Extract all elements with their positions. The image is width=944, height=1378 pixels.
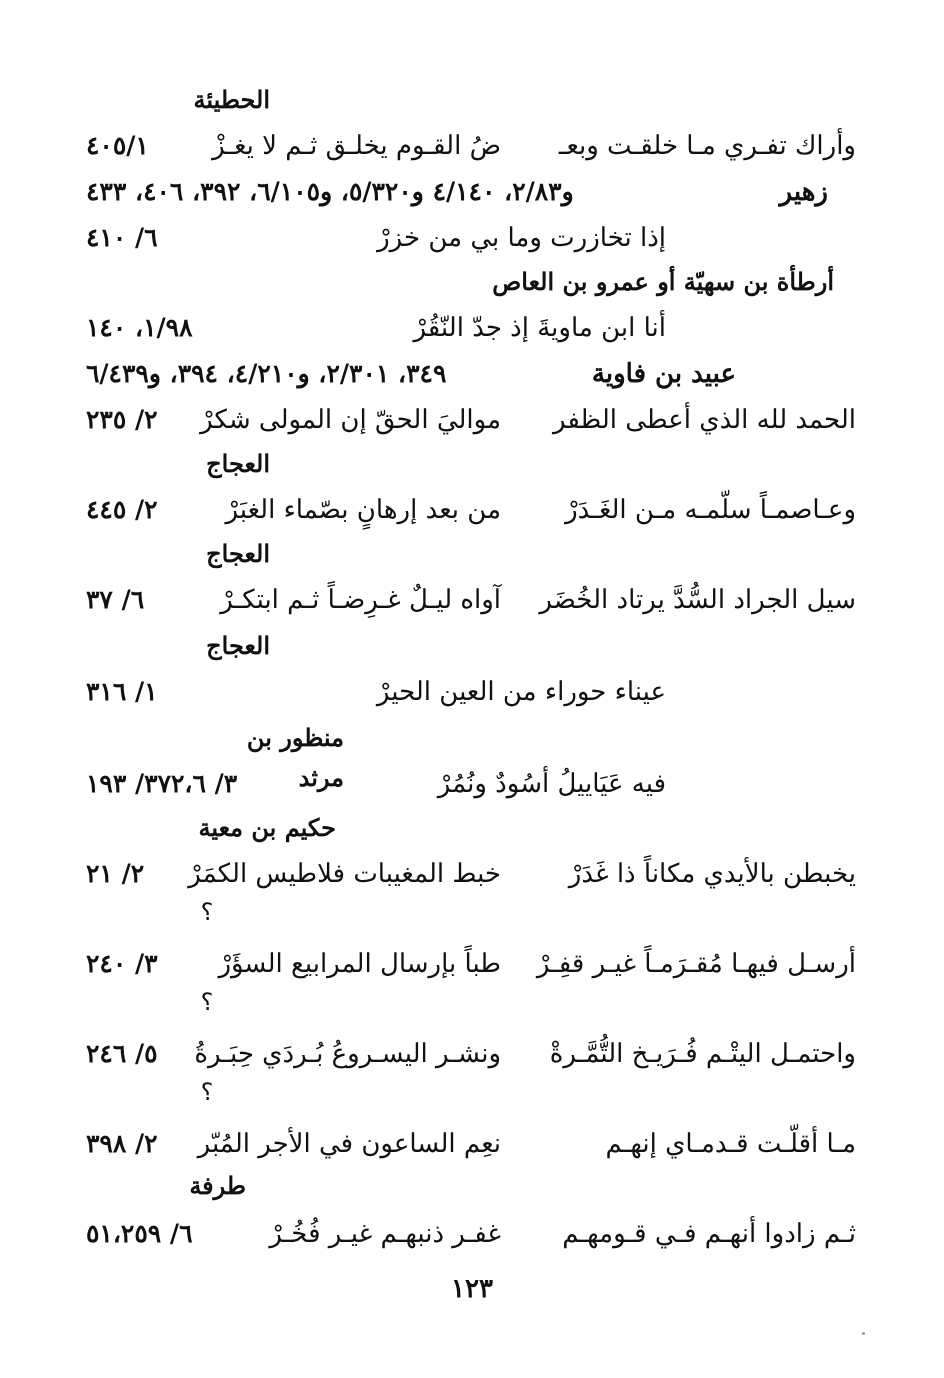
verse-second-hemistich: من بعد إرهانٍ بصّماء الغبَرْ: [225, 495, 501, 525]
question-mark: ؟: [200, 1078, 214, 1106]
poet-heading: العجاج: [206, 449, 270, 478]
verse-first-hemistich: يخبطن بالأيدي مكاناً ذا غَدَرْ: [568, 859, 856, 889]
poet-heading: طرفة: [189, 1171, 246, 1200]
verse-first-hemistich: الحمد لله الذي أعطى الظفر: [553, 405, 856, 435]
scan-speck: [862, 1332, 865, 1335]
verse-second-hemistich: غفـر ذنبهـم غيـر فُخُـرْ: [269, 1219, 501, 1249]
poet-heading: العجاج: [206, 539, 270, 568]
verse-first-hemistich: وعـاصمـاً سلّمـه مـن الغَـدَرْ: [565, 495, 856, 525]
poet-heading: العجاج: [206, 631, 270, 660]
verse-second-hemistich: مواليَ الحقّ إن المولى شكرْ: [200, 405, 501, 435]
verse-second-hemistich: خبط المغيبات فلاطيس الكمَرْ: [188, 859, 501, 889]
verse-line: [86, 306, 856, 350]
verse-reference: ٣/ ٣٧٢،٦/ ١٩٣: [86, 769, 238, 798]
verse-second-hemistich: آواه ليـلٌ غـرِضـاً ثـم ابتكـرْ: [220, 585, 501, 615]
verse-reference: ٢/ ٢٣٥: [86, 405, 158, 434]
verse-reference: ٦/ ٣٧: [86, 585, 145, 614]
verse-second-hemistich: ضُ القـوم يخلـق ثـم لا يغـزْ: [212, 131, 501, 161]
question-mark: ؟: [200, 898, 214, 926]
verse-reference: ٢/ ٣٩٨: [86, 1129, 158, 1158]
verse-reference: ٢/ ٢١: [86, 859, 145, 888]
verse-reference: ٢/ ٤٤٥: [86, 495, 158, 524]
verse-reference: ٦/ ٥١،٢٥٩: [86, 1219, 193, 1248]
poet-heading: أرطأة بن سهيّة أو عمرو بن العاص: [492, 267, 834, 296]
verse-single-hemistich: أنا ابن ماويةَ إذ جدّ النّقُرْ: [413, 313, 666, 343]
poet-name-inline: عبيد بن فاوية: [591, 359, 736, 389]
verse-second-hemistich: نعِم الساعون في الأجر المُبّر: [197, 1129, 501, 1159]
verse-first-hemistich: أرسـل فيهـا مُقـرَمـاً غيـر قفِـرْ: [536, 949, 856, 979]
verse-line: [86, 670, 856, 714]
verse-line: [86, 1122, 856, 1166]
verse-line: [86, 1032, 856, 1076]
verse-reference: ٦/ ٤١٠: [86, 223, 158, 252]
verse-first-hemistich: وأراك تفـري مـا خلقـت وبعـ: [558, 131, 856, 161]
verse-line: [86, 942, 856, 986]
verse-line: [86, 488, 856, 532]
verse-line: [86, 1212, 856, 1256]
verse-reference: ٣٤٩، ٢/٣٠١، و٤/٢١٠، ٣٩٤، و٦/٤٣٩: [86, 359, 447, 388]
question-mark: ؟: [200, 988, 214, 1016]
verse-line: [86, 124, 856, 168]
verse-first-hemistich: ثـم زادوا أنهـم فـي قـومهـم: [562, 1219, 856, 1249]
verse-first-hemistich: مـا أقلّـت قـدمـاي إنهـم: [605, 1129, 856, 1159]
poet-heading: منظور بن مرثد: [246, 723, 344, 792]
verse-reference: و٢/٨٣، ٤/١٤٠ و٥/٣٢٠، و٦/١٠٥، ٣٩٢، ٤٠٦، ٤٣٣: [86, 177, 574, 206]
verse-reference: ٣/ ٢٤٠: [86, 949, 158, 978]
page-number: ١٢٣: [451, 1274, 493, 1304]
verse-reference: ٥/ ٢٤٦: [86, 1039, 158, 1068]
verse-reference: ١/ ٣١٦: [86, 677, 158, 706]
verse-line: [86, 852, 856, 896]
verse-line: [86, 762, 856, 806]
verse-single-hemistich: إذا تخازرت وما بي من خزرْ: [377, 223, 666, 253]
poet-name-inline: زهير: [779, 177, 828, 207]
verse-second-hemistich: طباً بإرسال المرابيع السؤَرْ: [218, 949, 501, 979]
verse-second-hemistich: ونشـر اليسـروعُ بُـردَي حِبَـرةُ: [194, 1039, 501, 1069]
poet-heading: الحطيئة: [193, 85, 270, 114]
verse-first-hemistich: واحتمـل اليتْـم فُـرَيـخ التُّمَّـرةْ: [549, 1039, 856, 1069]
verse-line: [86, 578, 856, 622]
verse-line: [86, 170, 856, 214]
verse-line: [86, 398, 856, 442]
verse-reference: ١/٩٨، ١٤٠: [86, 313, 193, 342]
verse-line: [86, 352, 856, 396]
verse-single-hemistich: عيناء حوراء من العين الحيرْ: [376, 677, 666, 707]
verse-first-hemistich: سيل الجراد السُّدَّ يرتاد الخُضَر: [539, 585, 856, 615]
poet-heading: حكيم بن معية: [198, 813, 336, 842]
verse-reference: ٤٠٥/١: [86, 131, 149, 160]
verse-single-hemistich: فيه عَيَاييلُ أسُودٌ ونُمُرْ: [437, 769, 666, 799]
verse-line: [86, 216, 856, 260]
